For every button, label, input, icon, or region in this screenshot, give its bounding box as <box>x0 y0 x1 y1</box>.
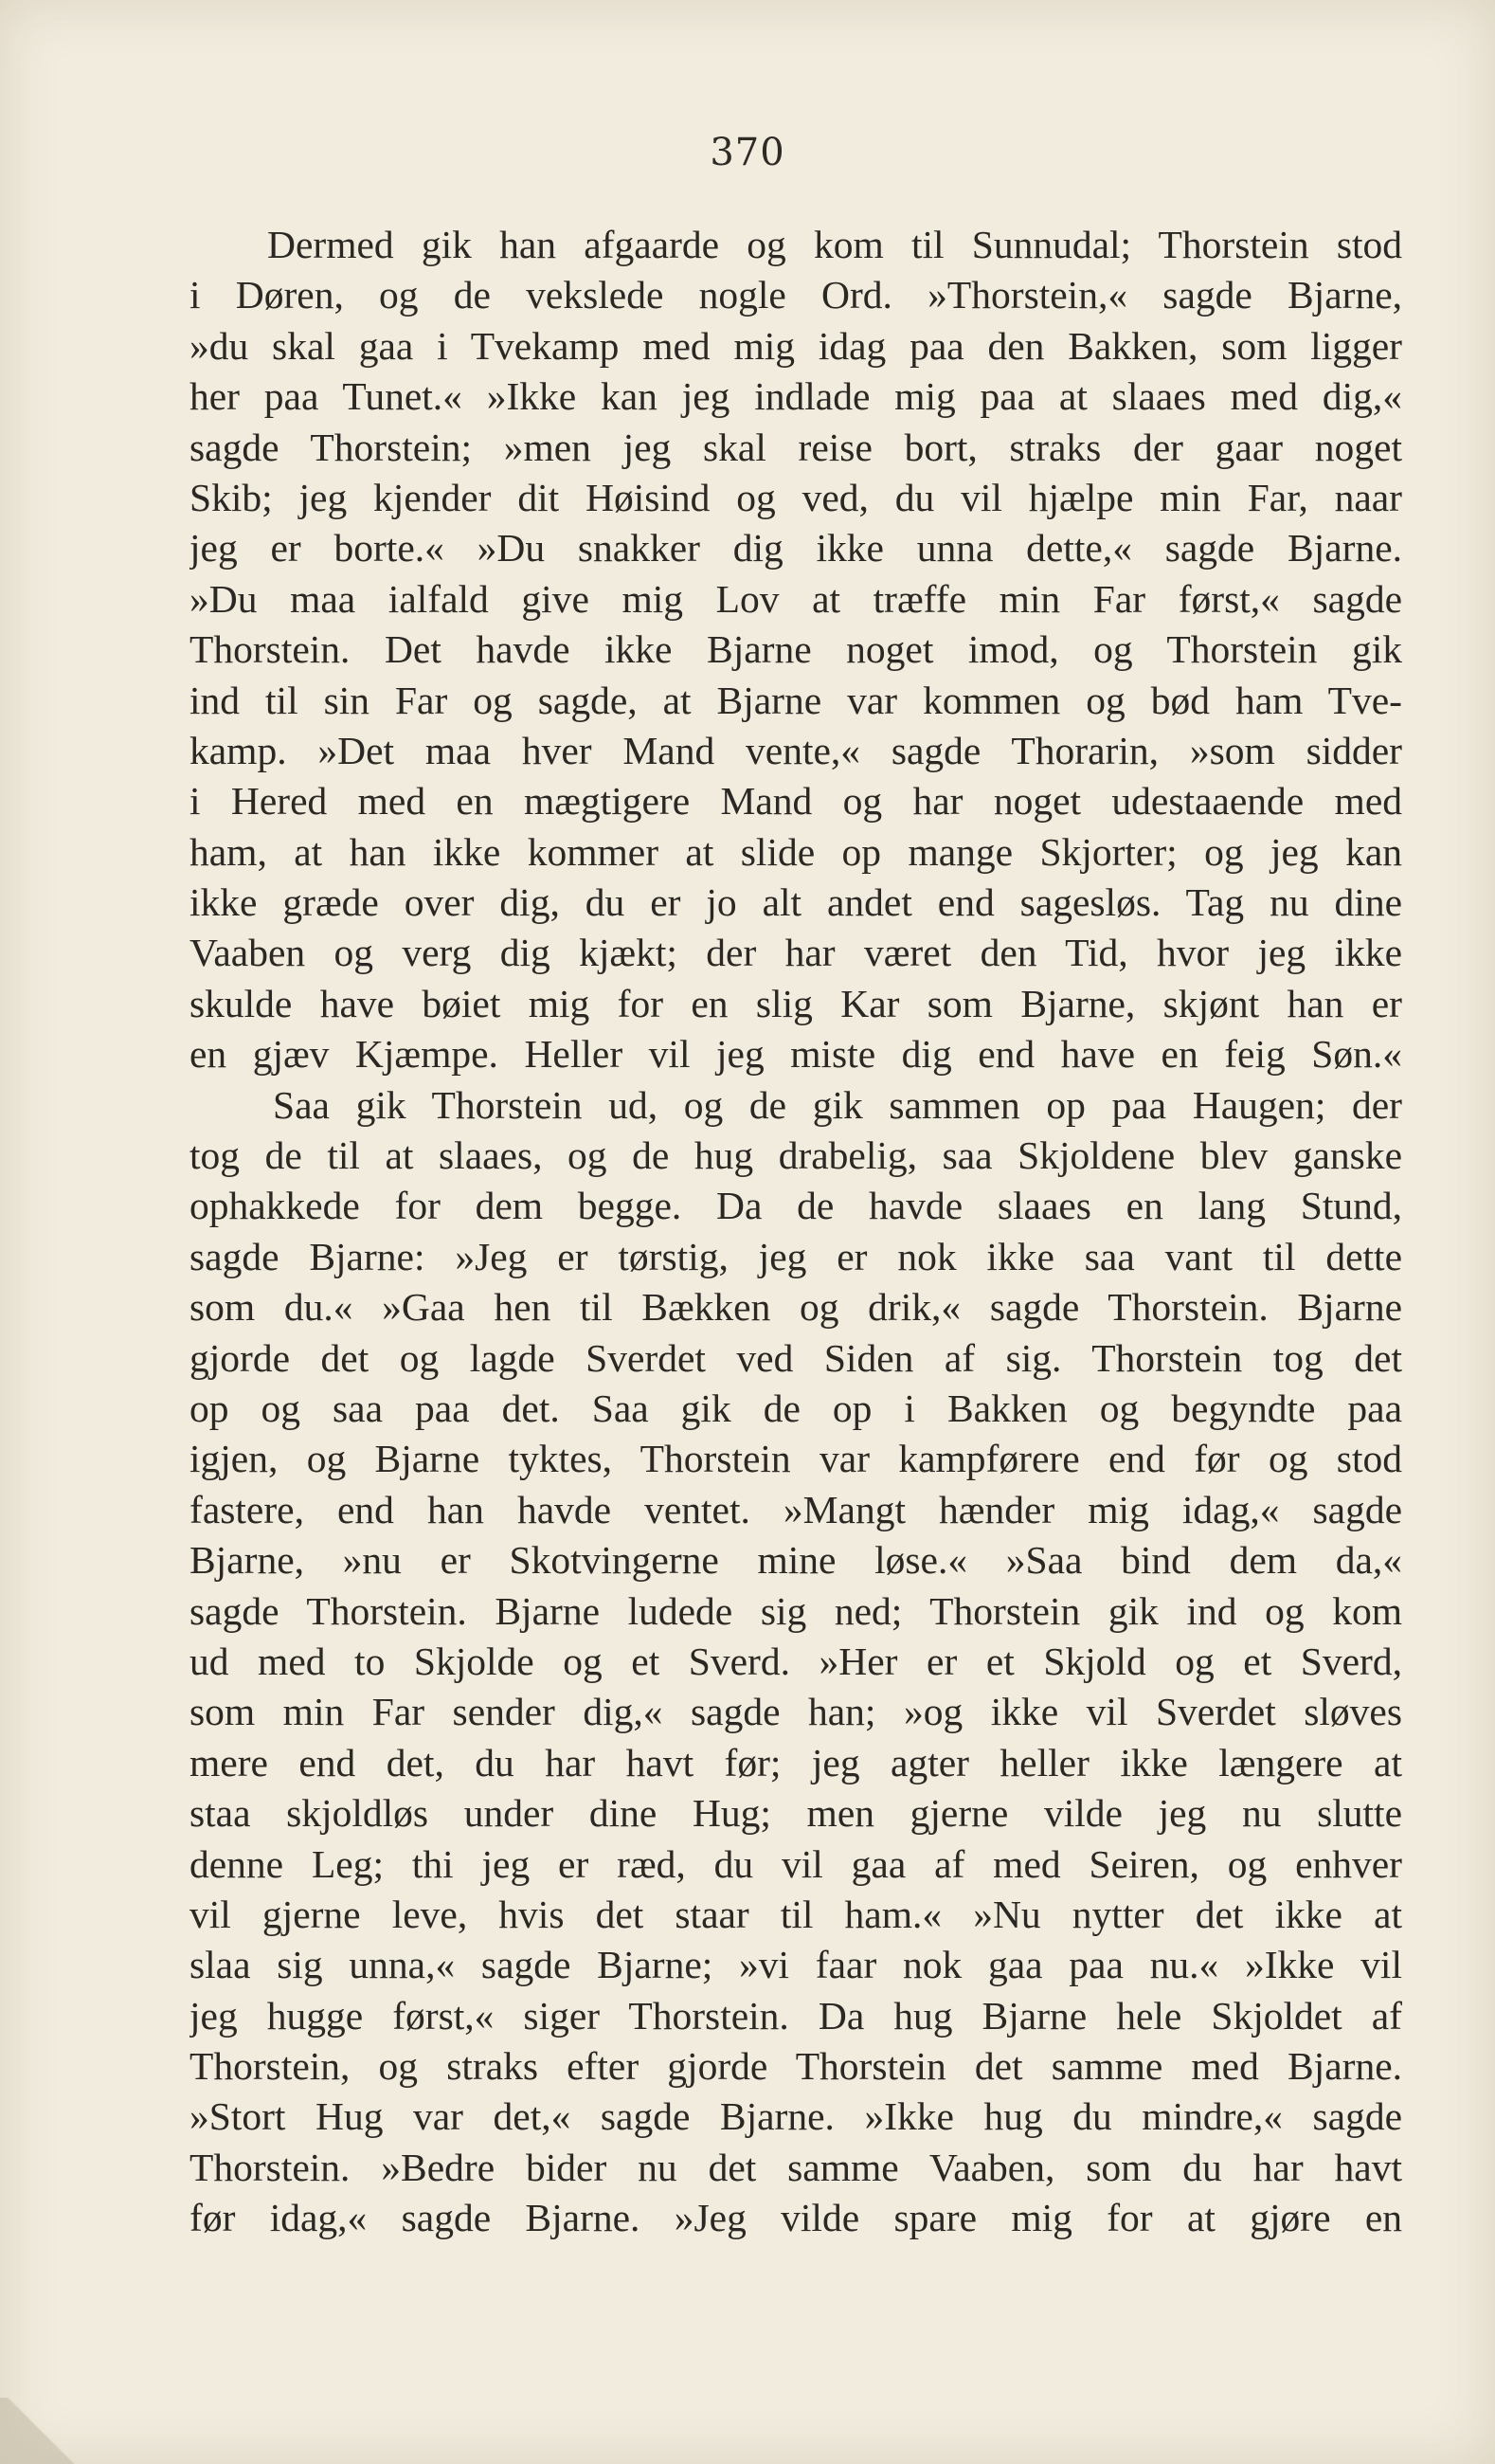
text-line: i Døren, og de vekslede nogle Ord. »Thorstein,« sagde Bjarne, <box>189 273 1402 317</box>
text-line: gjorde det og lagde Sverdet ved Siden af sig. Thorstein tog det <box>189 1335 1402 1380</box>
text-line: Thorstein. Det havde ikke Bjarne noget imod, og Thorstein gik <box>189 627 1402 672</box>
text-line: sagde Thorstein; »men jeg skal reise bort, straks der gaar noget <box>189 425 1402 469</box>
page-corner-fold <box>0 2398 85 2464</box>
text-line: Vaaben og verg dig kjækt; der har været den Tid, hvor jeg ikke <box>189 931 1402 975</box>
text-line: i Hered med en mægtigere Mand og har noget udestaaende med <box>189 779 1402 824</box>
text-line: ind til sin Far og sagde, at Bjarne var kommen og bød ham Tve- <box>189 678 1402 722</box>
text-line: ud med to Skjolde og et Sverd. »Her er et Skjold og et Sverd, <box>189 1639 1402 1683</box>
text-line: Dermed gik han afgaarde og kom til Sunnudal; Thorstein stod <box>267 223 1402 266</box>
text-line: som min Far sender dig,« sagde han; »og ikke vil Sverdet sløves <box>189 1690 1402 1734</box>
text-line: vil gjerne leve, hvis det staar til ham.« »Nu nytter det ikke at <box>189 1892 1402 1936</box>
text-line: Bjarne, »nu er Skotvingerne mine løse.« »Saa bind dem da,« <box>189 1538 1402 1583</box>
text-line: staa skjoldløs under dine Hug; men gjerne vilde jeg nu slutte <box>189 1791 1402 1836</box>
text-line: Skib; jeg kjender dit Høisind og ved, du vil hjælpe min Far, naar <box>189 475 1402 519</box>
text-line: tog de til at slaaes, og de hug drabelig, saa Skjoldene blev ganske <box>189 1133 1402 1178</box>
text-line: sagde Bjarne: »Jeg er tørstig, jeg er nok ikke saa vant til dette <box>189 1234 1402 1278</box>
text-line: ikke græde over dig, du er jo alt andet end sagesløs. Tag nu dine <box>189 880 1402 925</box>
text-line: Thorstein. »Bedre bider nu det samme Vaaben, som du har havt <box>189 2145 1402 2189</box>
text-line: skulde have bøiet mig for en slig Kar som Bjarne, skjønt han er <box>189 981 1402 1025</box>
text-line: ophakkede for dem begge. Da de havde slaaes en lang Stund, <box>189 1184 1402 1228</box>
text-line: slaa sig unna,« sagde Bjarne; »vi faar nok gaa paa nu.« »Ikke vil <box>189 1943 1402 1987</box>
text-line: Thorstein, og straks efter gjorde Thorstein det samme med Bjarne. <box>189 2044 1402 2089</box>
text-line: kamp. »Det maa hver Mand vente,« sagde Thorarin, »som sidder <box>189 728 1402 772</box>
text-line: en gjæv Kjæmpe. Heller vil jeg miste dig end have en feig Søn.« <box>189 1032 1402 1077</box>
text-line: »Stort Hug var det,« sagde Bjarne. »Ikke hug du mindre,« sagde <box>189 2094 1402 2139</box>
text-line: op og saa paa det. Saa gik de op i Bakken og begyndte paa <box>189 1386 1402 1430</box>
text-line: denne Leg; thi jeg er ræd, du vil gaa af med Seiren, og enhver <box>189 1841 1402 1886</box>
text-line: ham, at han ikke kommer at slide op mange Skjorter; og jeg kan <box>189 829 1402 874</box>
text-line: mere end det, du har havt før; jeg agter heller ikke længere at <box>189 1740 1402 1785</box>
body-text <box>189 220 1402 2244</box>
page-number: 370 <box>710 131 785 174</box>
text-line: her paa Tunet.« »Ikke kan jeg indlade mig paa at slaaes med dig,« <box>189 374 1402 419</box>
text-line: »du skal gaa i Tvekamp med mig idag paa den Bakken, som ligger <box>189 323 1402 368</box>
text-line: jeg hugge først,« siger Thorstein. Da hug Bjarne hele Skjoldet af <box>189 1993 1402 2038</box>
text-line: igjen, og Bjarne tyktes, Thorstein var kampførere end før og stod <box>189 1437 1402 1481</box>
text-line: før idag,« sagde Bjarne. »Jeg vilde spare mig for at gjøre en <box>189 2196 1402 2240</box>
text-line: som du.« »Gaa hen til Bækken og drik,« sagde Thorstein. Bjarne <box>189 1285 1402 1330</box>
text-line: »Du maa ialfald give mig Lov at træffe min Far først,« sagde <box>189 576 1402 621</box>
text-line: sagde Thorstein. Bjarne ludede sig ned; Thorstein gik ind og kom <box>189 1588 1402 1633</box>
text-line: jeg er borte.« »Du snakker dig ikke unna dette,« sagde Bjarne. <box>189 526 1402 571</box>
text-line: Saa gik Thorstein ud, og de gik sammen op paa Haugen; der <box>273 1082 1402 1127</box>
text-line: fastere, end han havde ventet. »Mangt hænder mig idag,« sagde <box>189 1487 1402 1531</box>
